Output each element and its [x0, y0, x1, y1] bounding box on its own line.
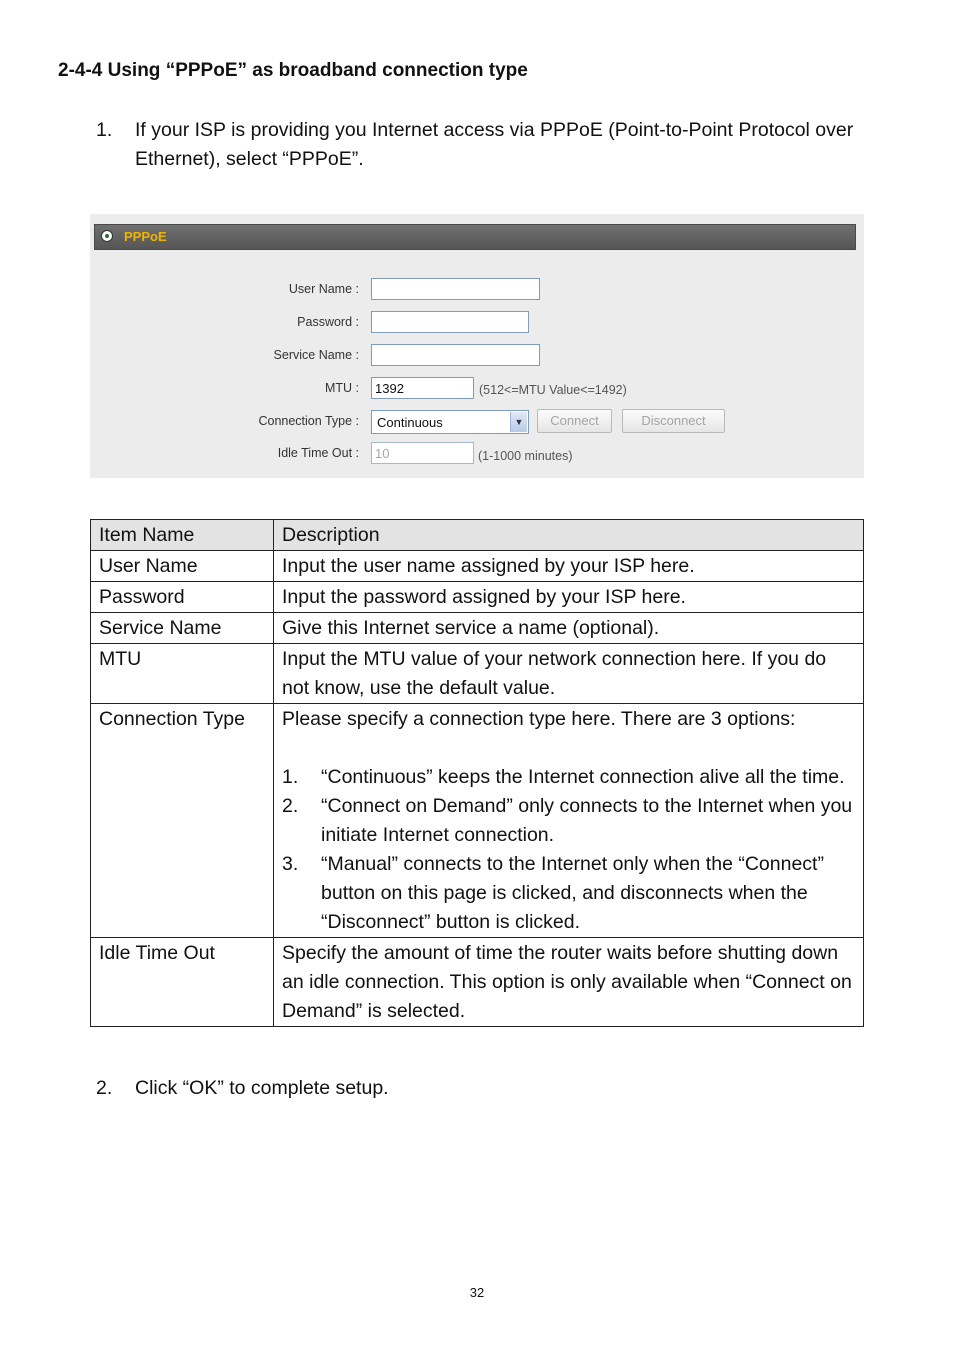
list-number: 1.	[282, 766, 299, 788]
service-name-label: Service Name :	[273, 348, 359, 362]
table-row	[91, 582, 864, 613]
description-cell: Input the password assigned by your ISP here.	[274, 582, 864, 613]
list-text: “Connect on Demand” only connects to the Internet when you initiate Internet connection.	[321, 795, 853, 846]
step-1-number: 1.	[96, 119, 113, 141]
list-item	[282, 792, 855, 850]
list-item	[282, 850, 855, 937]
header-description: Description	[274, 520, 864, 551]
idle-time-out-hint: (1-1000 minutes)	[478, 449, 573, 463]
description-cell: Give this Internet service a name (optional).	[274, 613, 864, 644]
list-number: 2.	[282, 795, 299, 817]
mtu-input[interactable]	[371, 377, 474, 399]
description-cell: Input the user name assigned by your ISP here.	[274, 551, 864, 582]
step-2-text: Click “OK” to complete setup.	[135, 1077, 389, 1099]
idle-time-out-label: Idle Time Out :	[277, 446, 359, 460]
mtu-hint: (512<=MTU Value<=1492)	[479, 383, 627, 397]
item-name-cell: Connection Type	[91, 704, 274, 938]
settings-description-table	[90, 519, 864, 1027]
chevron-down-icon[interactable]: ▼	[510, 412, 527, 432]
description-cell	[274, 704, 864, 938]
table-row	[91, 704, 864, 938]
table-row	[91, 613, 864, 644]
mtu-label: MTU :	[324, 381, 359, 395]
pppoe-settings-panel	[90, 214, 864, 478]
pppoe-radio-button[interactable]	[101, 230, 113, 242]
connection-type-label: Connection Type :	[258, 414, 359, 428]
item-name-cell: Service Name	[91, 613, 274, 644]
table-row	[91, 551, 864, 582]
item-name-cell: Password	[91, 582, 274, 613]
table-row	[91, 644, 864, 704]
password-label: Password :	[297, 315, 359, 329]
list-number: 3.	[282, 853, 299, 875]
user-name-label: User Name :	[288, 282, 359, 296]
table-header-row	[91, 520, 864, 551]
list-item	[282, 763, 855, 792]
page-number: 32	[469, 1285, 485, 1300]
item-name-cell: MTU	[91, 644, 274, 704]
pppoe-header-bar	[94, 224, 856, 250]
user-name-input[interactable]	[371, 278, 540, 300]
connection-type-select[interactable]	[371, 410, 529, 434]
list-text: “Continuous” keeps the Internet connection alive all the time.	[321, 766, 845, 788]
service-name-input[interactable]	[371, 344, 540, 366]
pppoe-title: PPPoE	[124, 229, 167, 244]
header-item-name: Item Name	[91, 520, 274, 551]
list-text: “Manual” connects to the Internet only when the “Connect” button on this page is clicked, and disconnects when the “Disconnect” button is clicked.	[321, 853, 824, 933]
idle-time-out-input[interactable]	[371, 442, 474, 464]
item-name-cell: User Name	[91, 551, 274, 582]
section-heading: 2-4-4 Using “PPPoE” as broadband connection type	[58, 60, 528, 81]
step-2-number: 2.	[96, 1077, 113, 1099]
connection-type-intro: Please specify a connection type here. There are 3 options:	[282, 708, 796, 730]
connection-options-list	[282, 763, 855, 937]
item-name-cell: Idle Time Out	[91, 938, 274, 1027]
table-row	[91, 938, 864, 1027]
password-input[interactable]	[371, 311, 529, 333]
disconnect-button[interactable]: Disconnect	[622, 409, 725, 433]
step-1-text: If your ISP is providing you Internet access via PPPoE (Point-to-Point Protocol over Ethernet), select “PPPoE”.	[135, 119, 854, 170]
description-cell: Input the MTU value of your network connection here. If you do not know, use the default value.	[274, 644, 864, 704]
connection-type-value: Continuous	[377, 415, 443, 430]
connect-button[interactable]: Connect	[537, 409, 612, 433]
description-cell: Specify the amount of time the router waits before shutting down an idle connection. This option is only available when “Connect on Demand” is selected.	[274, 938, 864, 1027]
